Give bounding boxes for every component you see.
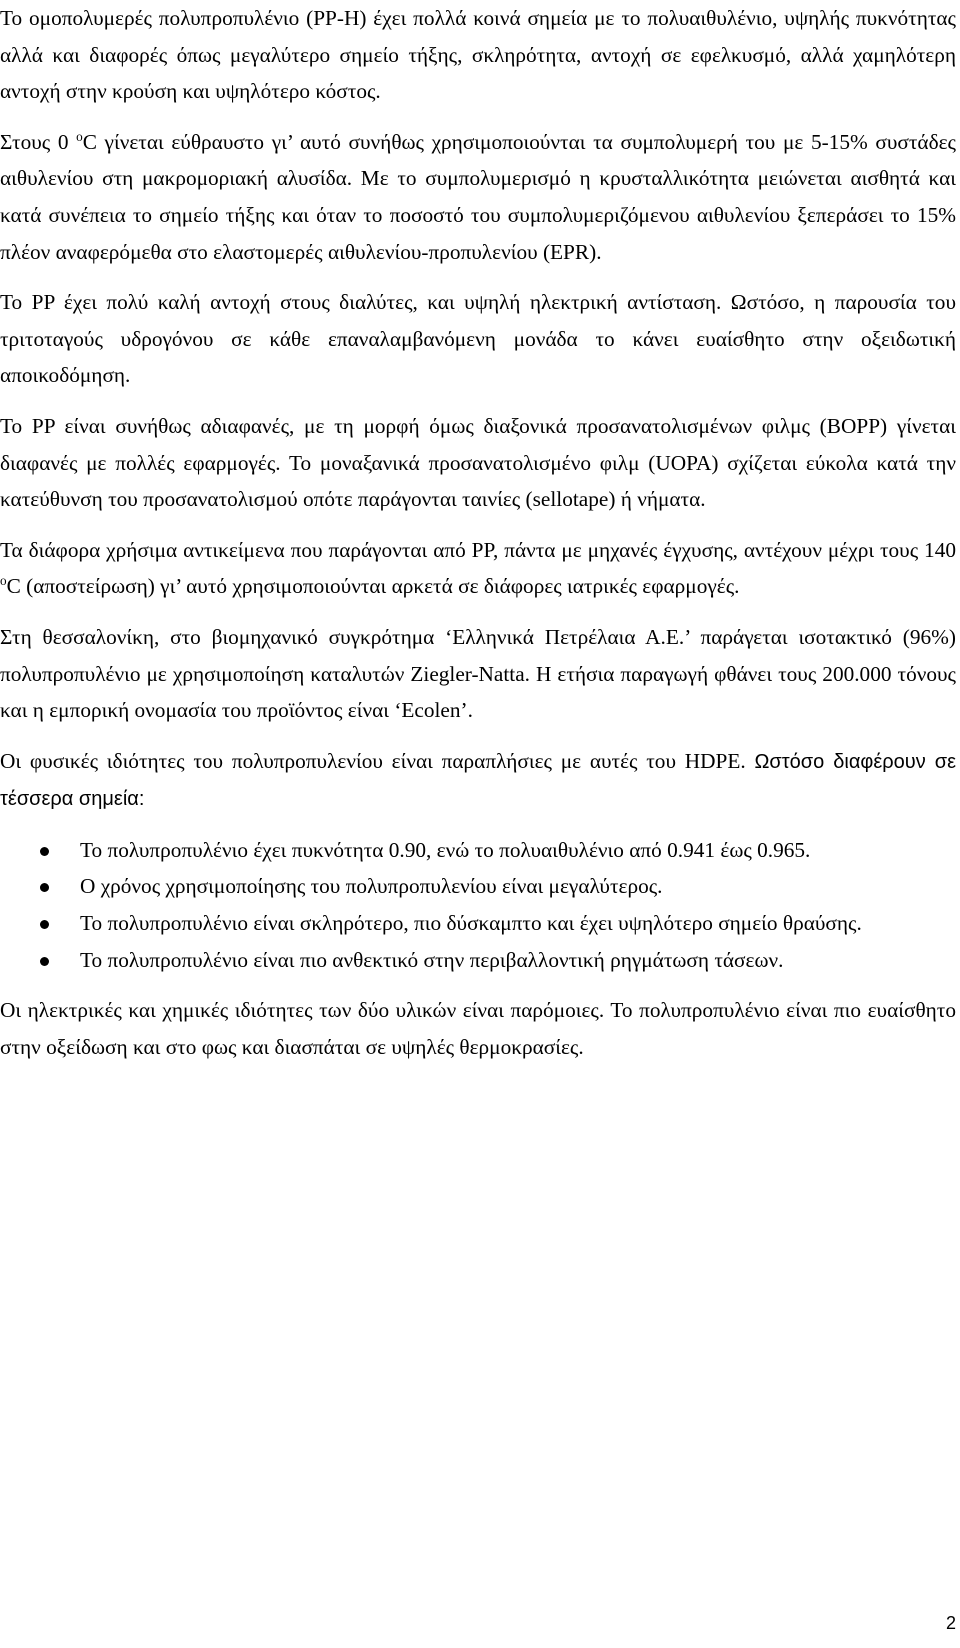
paragraph-physical-properties-text-b: Ωστόσο διαφέρουν σε τέσσερα σημεία: xyxy=(0,750,956,811)
paragraph-physical-properties-text-a: Οι φυσικές ιδιότητες του πολυπροπυλενίου είναι παραπλήσιες με αυτές του HDPE. xyxy=(0,748,755,773)
paragraph-medical-uses xyxy=(0,532,956,605)
page-number: 2 xyxy=(945,1613,956,1633)
paragraph-copolymers xyxy=(0,124,956,270)
paragraph-resistance: Το PP έχει πολύ καλή αντοχή στους διαλύτες, και υψηλή ηλεκτρική αντίσταση. Ωστόσο, η παρουσία του τριτοταγούς υδρογόνου σε κάθε επαναλαμβανόμενη μονάδα το κάνει ευαίσθητο στην οξειδωτική αποικοδόμηση. xyxy=(0,290,956,388)
bullet-icon xyxy=(40,883,49,892)
degree-superscript: ο xyxy=(0,573,7,589)
paragraph-electrical-chemical: Οι ηλεκτρικές και χημικές ιδιότητες των δύο υλικών είναι παρόμοιες. Το πολυπροπυλένιο είναι πιο ευαίσθητο στην οξείδωση και στο φως και διασπάται σε υψηλές θερμοκρασίες. xyxy=(0,998,956,1059)
list-item-text: Το πολυπροπυλένιο είναι σκληρότερο, πιο δύσκαμπτο και έχει υψηλότερο σημείο θραύσης. xyxy=(80,911,862,936)
degree-superscript: ο xyxy=(76,128,83,144)
differences-list xyxy=(0,832,956,978)
list-item-text: Το πολυπροπυλένιο είναι πιο ανθεκτικό στην περιβαλλοντική ρηγμάτωση τάσεων. xyxy=(80,947,784,972)
bullet-icon xyxy=(40,847,49,856)
list-item xyxy=(0,905,956,942)
list-item-text: Το πολυπροπυλένιο έχει πυκνότητα 0.90, ενώ το πολυαιθυλένιο από 0.941 έως 0.965. xyxy=(80,837,811,862)
list-item xyxy=(0,832,956,869)
paragraph-transparency: Το PP είναι συνήθως αδιαφανές, με τη μορφή όμως διαξονικά προσανατολισμένων φιλμς (BOPP) γίνεται διαφανές με πολλές εφαρμογές. Το μοναξανικά προσανατολισμένο φιλμ (UOPA) σχίζεται εύκολα κατά την κατεύθυνση του προσανατολισμού οπότε παράγονται ταινίες (sellotape) ή νήματα. xyxy=(0,413,956,512)
paragraph-medical-uses-text-b: C (αποστείρωση) γι’ αυτό χρησιμοποιούνται αρκετά σε διάφορες ιατρικές εφαρμογές. xyxy=(6,574,740,599)
paragraph-production: Στη θεσσαλονίκη, στο βιομηχανικό συγκρότημα ‘Ελληνικά Πετρέλαια Α.Ε.’ παράγεται ισοτακτικό (96%) πολυπροπυλένιο με χρησιμοποίηση καταλυτών Ziegler-Natta. Η ετήσια παραγωγή φθάνει τους 200.000 τόνους και η εμπορική ονομασία του προϊόντος είναι ‘Ecolen’. xyxy=(0,624,956,723)
paragraph-pp-h-intro: Το ομοπολυμερές πολυπροπυλένιο (PP-H) έχει πολλά κοινά σημεία με το πολυαιθυλένιο, υψηλής πυκνότητας αλλά και διαφορές όπως μεγαλύτερο σημείο τήξης, σκληρότητα, αντοχή σε εφελκυσμό, αλλά χαμηλότερη αντοχή στην κρούση και υψηλότερο κόστος. xyxy=(0,6,956,104)
paragraph-copolymers-text-a: Στους 0 xyxy=(0,129,77,154)
bullet-icon xyxy=(40,957,49,966)
paragraph-physical-properties xyxy=(0,743,956,818)
list-item xyxy=(0,868,956,905)
bullet-icon xyxy=(40,920,49,929)
list-item xyxy=(0,942,956,979)
list-item-text: Ο χρόνος χρησιμοποίησης του πολυπροπυλενίου είναι μεγαλύτερος. xyxy=(80,874,663,899)
paragraph-medical-uses-text-a: Τα διάφορα χρήσιμα αντικείμενα που παράγονται από PP, πάντα με μηχανές έγχυσης, αντέχουν μέχρι τους 140 xyxy=(0,537,956,562)
paragraph-copolymers-text-b: C γίνεται εύθραυστο γι’ αυτό συνήθως χρησιμοποιούνται τα συμπολυμερή του με 5-15% συστάδες αιθυλενίου στη μακρομοριακή αλυσίδα. Με το συμπολυμερισμό η κρυσταλλικότητα μειώνεται αισθητά και κατά συνέπεια το σημείο τήξης και όταν το ποσοστό του συμπολυμεριζόμενου αιθυλενίου ξεπεράσει το 15% πλέον αναφερόμεθα στο ελαστομερές αιθυλενίου-προπυλενίου (EPR). xyxy=(0,129,956,264)
